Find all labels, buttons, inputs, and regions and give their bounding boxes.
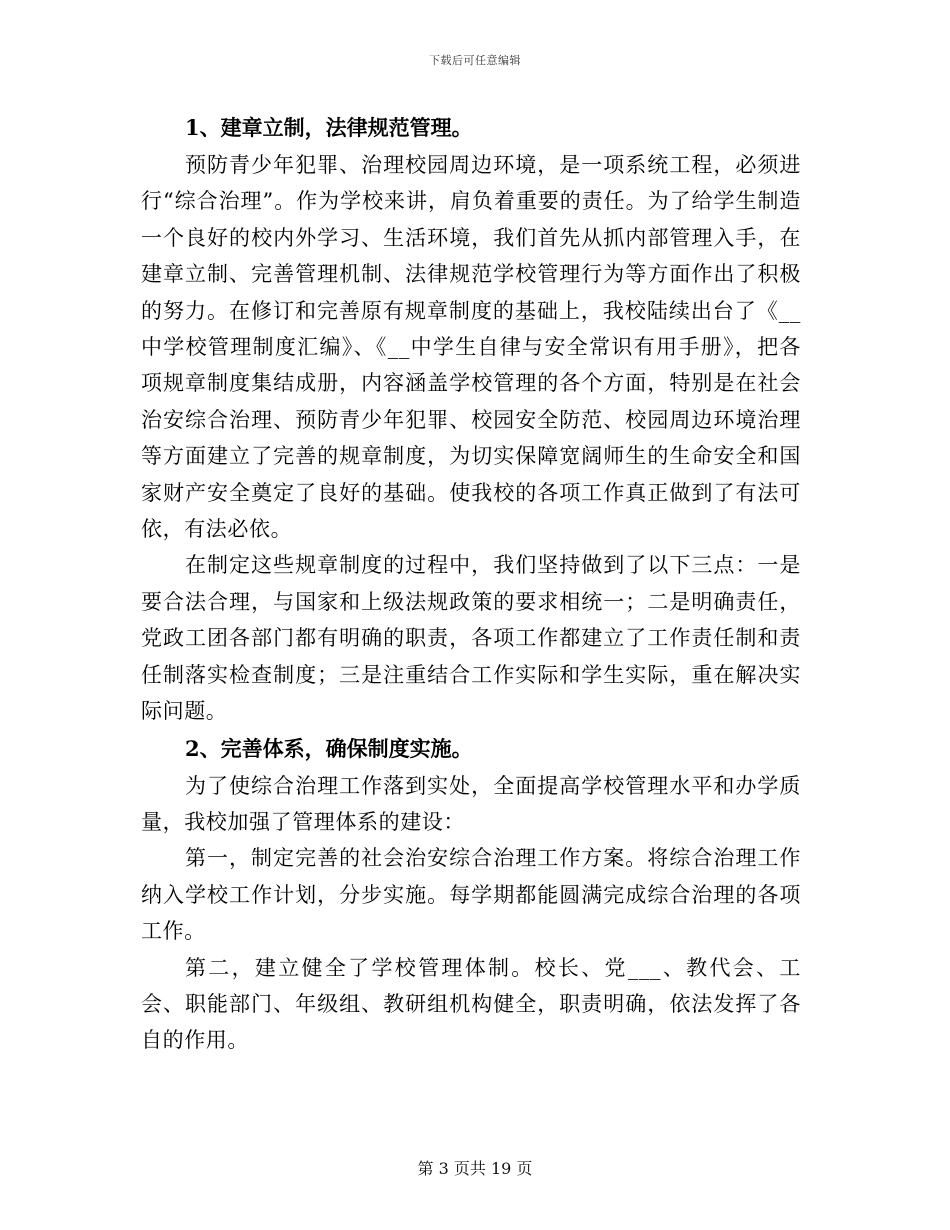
page-header: 下载后可任意编辑: [429, 54, 521, 67]
section-heading: 2、完善体系，确保制度实施。: [185, 735, 473, 761]
body-paragraph: 在制定这些规章制度的过程中，我们坚持做到了以下三点：一是要合法合理，与国家和上级法规政策的要求相统一；二是明确责任，党政工团各部门都有明确的职责，各项工作都建立了工作责任制和责任制落实检查制度；三是注重结合工作实际和学生实际，重在解决实际问题。: [141, 553, 801, 724]
body-paragraph: 预防青少年犯罪、治理校园周边环境，是一项系统工程，必须进行“综合治理”。作为学校来讲，肩负着重要的责任。为了给学生制造一个良好的校内外学习、生活环境，我们首先从抓内部管理入手，在建章立制、完善管理机制、法律规范学校管理行为等方面作出了积极的努力。在修订和完善原有规章制度的基础上，我校陆续出台了《__中学校管理制度汇编》、《__中学生自律与安全常识有用手册》，把各项规章制度集结成册，内容涵盖学校管理的各个方面，特别是在社会治安综合治理、预防青少年犯罪、校园安全防范、校园周边环境治理等方面建立了完善的规章制度，为切实保障宽阔师生的生命安全和国家财产安全奠定了良好的基础。使我校的各项工作真正做到了有法可依，有法必依。: [141, 153, 801, 542]
section-heading: 1、建章立制，法律规范管理。: [185, 115, 473, 140]
body-paragraph: 为了使综合治理工作落到实处，全面提高学校管理水平和办学质量，我校加强了管理体系的建设：: [141, 773, 801, 834]
body-paragraph: 第二，建立健全了学校管理体制。校长、党___、教代会、工会、职能部门、年级组、教研组机构健全，职责明确，依法发挥了各自的作用。: [141, 955, 801, 1053]
document-body: [141, 109, 801, 1059]
page-footer: 第 3 页共 19 页: [417, 1159, 533, 1178]
body-paragraph: 第一，制定完善的社会治安综合治理工作方案。将综合治理工作纳入学校工作计划，分步实施。每学期都能圆满完成综合治理的各项工作。: [141, 846, 801, 944]
